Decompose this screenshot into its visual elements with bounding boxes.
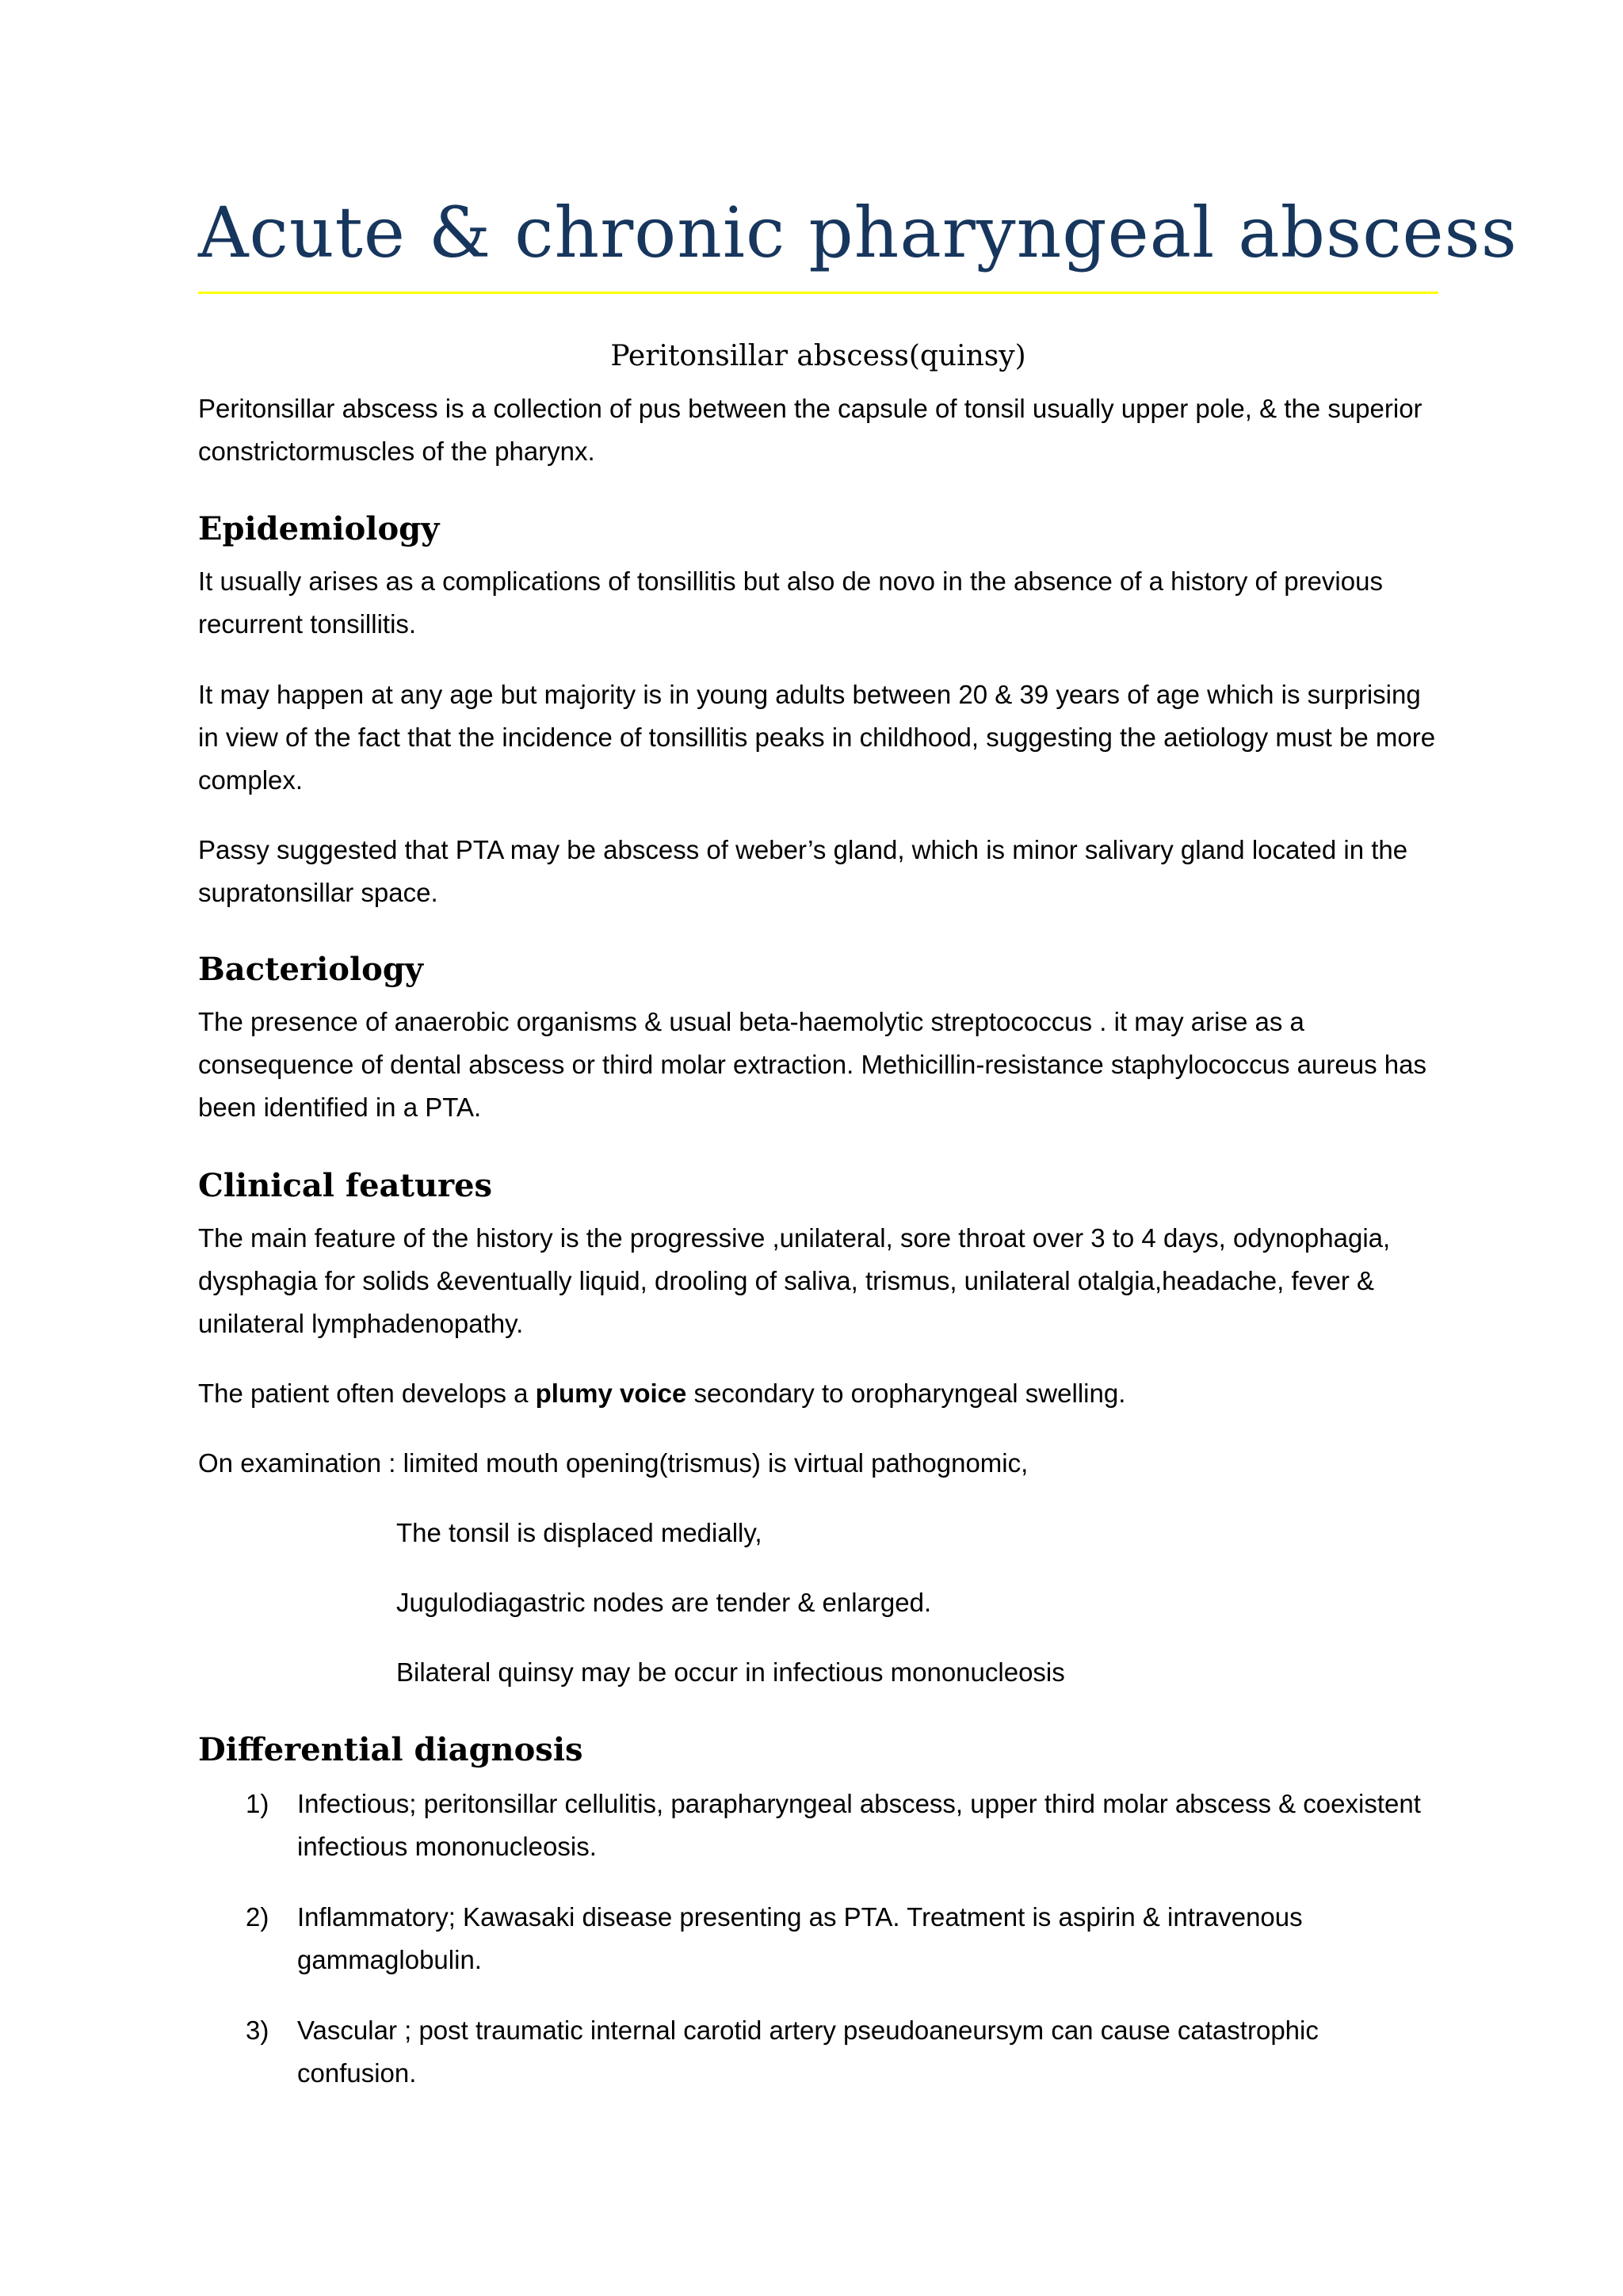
intro-block [198,387,1442,473]
epidemiology-paragraph: It usually arises as a complications of tonsillitis but also de novo in the absence of a history of previous recurrent tonsillitis. [198,566,1383,639]
plumy-voice-term: plumy voice [535,1379,687,1408]
plumy-voice-paragraph [198,1372,1442,1415]
bacteriology-block [198,1001,1442,1129]
epidemiology-paragraph: It may happen at any age but majority is in young adults between 20 & 39 years of age which is surprising in view of the fact that the incidence of tonsillitis peaks in childhood, suggesting the aetiology must be more complex. [198,680,1436,795]
bacteriology-heading: Bacteriology [198,951,424,988]
epidemiology-paragraph: Passy suggested that PTA may be abscess of weber’s gland, which is minor salivary gland located in the supratonsillar space. [198,835,1408,907]
list-number: 1) [246,1789,269,1818]
exam-item: Jugulodiagastric nodes are tender & enlarged. [396,1588,932,1617]
exam-item: The tonsil is displaced medially, [396,1518,762,1547]
clinical-history-paragraph: The main feature of the history is the progressive ,unilateral, sore throat over 3 to 4 days, odynophagia, dysphagia for solids &eventually liquid, drooling of saliva, trismus, unilateral otalgia,headache, fever & unilateral lymphadenopathy. [198,1223,1391,1338]
exam-item-block-3 [198,1651,1442,1694]
list-item-text: Inflammatory; Kawasaki disease presenting as PTA. Treatment is aspirin & intravenous gammaglobulin. [297,1902,1303,1974]
differential-list-item [198,1896,1442,1981]
differential-diagnosis-heading: Differential diagnosis [198,1731,583,1768]
exam-item-block-2 [198,1581,1442,1624]
title-underline [198,292,1438,294]
differential-heading-block [198,1730,1442,1770]
epidemiology-block-3 [198,829,1442,914]
differential-list-item [198,1783,1442,1868]
clinical-history-block [198,1217,1442,1345]
list-item-text: Vascular ; post traumatic internal carotid artery pseudoaneursym can cause catastrophic confusion. [297,2016,1319,2088]
epidemiology-block-2 [198,673,1442,802]
examination-paragraph: On examination : limited mouth opening(trismus) is virtual pathognomic, [198,1448,1029,1478]
list-item-text: Infectious; peritonsillar cellulitis, parapharyngeal abscess, upper third molar abscess & coexistent infectious mononucleosis. [297,1789,1421,1861]
section-subtitle: Peritonsillar abscess(quinsy) [610,340,1026,372]
epidemiology-heading-block [198,509,1442,549]
voice-text-after: secondary to oropharyngeal swelling. [686,1379,1126,1408]
epidemiology-heading: Epidemiology [198,510,440,547]
clinical-features-heading: Clinical features [198,1167,493,1204]
list-number: 3) [246,2016,269,2045]
clinical-voice-block [198,1372,1442,1415]
exam-item-block-1 [198,1512,1442,1554]
document-title: Acute & chronic pharyngeal abscess [198,192,1518,273]
clinical-exam-block [198,1442,1442,1485]
differential-list-item [198,2009,1442,2095]
intro-paragraph: Peritonsillar abscess is a collection of pus between the capsule of tonsil usually upper pole, & the superior constrictormuscles of the pharynx. [198,394,1423,466]
epidemiology-block-1 [198,560,1442,646]
clinical-heading-block [198,1166,1442,1206]
bacteriology-paragraph: The presence of anaerobic organisms & usual beta-haemolytic streptococcus . it may arise as a consequence of dental abscess or third molar extraction. Methicillin-resistance staphylococcus aureus has been identified in a PTA. [198,1007,1426,1122]
list-number: 2) [246,1902,269,1932]
exam-item: Bilateral quinsy may be occur in infectious mononucleosis [396,1657,1065,1687]
bacteriology-heading-block [198,950,1442,990]
voice-text-before: The patient often develops a [198,1379,536,1408]
